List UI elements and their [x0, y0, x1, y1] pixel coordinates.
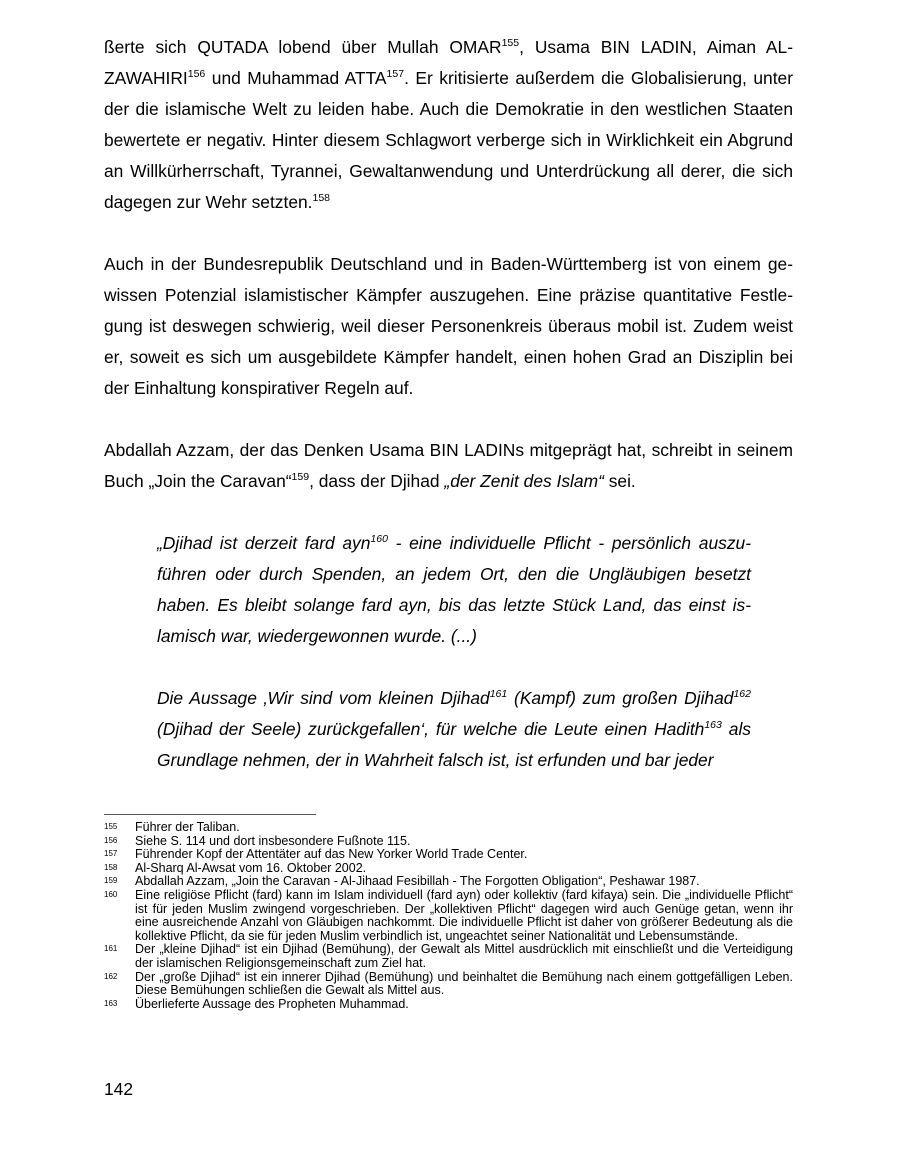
page-number: 142: [104, 1079, 134, 1099]
footnote-158: 158 Al-Sharq Al-Awsat vom 16. Oktober 2002.: [104, 860, 367, 875]
footnote-161: 161 Der „kleine Djihad“ ist ein Djihad (Bemühung), der Gewalt als Mittel ausdrücklich mit einschließt und die Verteidigung der islamischen Religionsgemeinschaft zum Ziel hat.: [104, 942, 793, 970]
footnote-155: 155 Führer der Taliban.: [104, 820, 240, 834]
footnote-ref-159[interactable]: 159: [291, 471, 310, 483]
footnote-160: 160 Eine religiöse Pflicht (fard) kann im Islam individuell (fard ayn) oder kollektiv (fard kifaya) sein. Die „individuelle Pflicht“ ist für jeden Muslim zwingend vorgeschrieben. Der „kollektiven Pflicht“ dagegen wird auch Genüge getan, wenn ihr eine ausreichende Anzahl von Gläubigen nachkommt. Die individuelle Pflicht ist daher von größerer Bedeutung als die kollektive Pflicht, da sie für jeden Muslim verbindlich ist, ungeachtet seiner Nationalität und Lebensumstände.: [104, 887, 793, 943]
footnotes: [104, 821, 793, 1011]
body-text: [104, 32, 793, 776]
footnote-ref-157[interactable]: 157: [386, 68, 405, 80]
footnote-ref-161[interactable]: 161: [489, 688, 508, 700]
footnote-ref-163[interactable]: 163: [704, 719, 722, 731]
footnote-ref-156[interactable]: 156: [187, 68, 206, 80]
footnote-163: 163 Überlieferte Aussage des Propheten Muhammad.: [104, 996, 409, 1011]
footnote-159: 159 Abdallah Azzam, „Join the Caravan - Al-Jihaad Fesibillah - The Forgotten Obligation“, Peshawar 1987.: [104, 874, 700, 889]
paragraph-2: Auch in der Bundesrepublik Deutschland und in Baden-Württemberg ist von einem gewissen Potenzial islamistischer Kämpfer auszugehen. Eine präzise quantitative Festlegung ist deswegen schwierig, weil dieser Personenkreis überaus mobil ist. Zudem weist er, soweit es sich um ausgebildete Kämpfer handelt, einen hohen Grad an Disziplin bei der Einhaltung konspirativer Regeln auf.: [104, 254, 793, 398]
paragraph-1: ßerte sich QUTADA lobend über Mullah OMAR$^{155}$, Usama BIN LADIN, Aiman AL-ZAWAHIRI$^{156}$ und Muhammad ATTA$^{157}$. Er kritisierte außerdem die Globalisierung, unter der die islamische Welt zu leiden habe. Auch die Demokratie in den westlichen Staaten bewertete er negativ. Hinter diesem Schlagwort verberge sich in Wirklichkeit ein Abgrund an Willkürherrschaft, Tyrannei, Gewaltanwendung und Unterdrückung all derer, die sich dagegen zur Wehr setzten.$^{158}$: [104, 37, 793, 212]
footnote-162: 162 Der „große Djihad“ ist ein innerer Djihad (Bemühung) und beinhaltet die Bemühung nach einem gottgefälligen Leben. Diese Bemühungen schließen die Gewalt als Mittel aus.: [104, 969, 793, 998]
block-quote-2: Die Aussage ‚Wir sind vom kleinen Djihad$^{161}$ (Kampf) zum großen Djihad$^{162}$ (Djihad der Seele) zurückgefallen‘, für welche die Leute einen Hadith$^{163}$ als Grundlage nehmen, der in Wahrheit falsch ist, ist erfunden und bar jeder: [157, 688, 751, 770]
footnote-157: 157 Führender Kopf der Attentäter auf das New Yorker World Trade Center.: [104, 847, 528, 862]
emphasis-quote: „der Zenit des Islam“: [444, 471, 604, 491]
footnote-ref-155[interactable]: 155: [501, 37, 520, 49]
footnote-divider: [104, 814, 316, 815]
footnote-ref-160[interactable]: 160: [370, 533, 388, 545]
footnote-ref-158[interactable]: 158: [312, 192, 331, 204]
footnote-156: 156 Siehe S. 114 und dort insbesondere Fußnote 115.: [104, 833, 411, 848]
block-quote-1: „Djihad ist derzeit fard ayn$^{160}$ - eine individuelle Pflicht - persönlich auszuführen oder durch Spenden, an jedem Ort, den die Ungläubigen besetzt haben. Es bleibt solange fard ayn, bis das letzte Stück Land, das einst islamisch war, wiedergewonnen wurde. (...): [157, 533, 751, 646]
paragraph-3: Abdallah Azzam, der das Denken Usama BIN LADINs mitgeprägt hat, schreibt in seinem Buch „Join the Caravan“$^{159}$, dass der Djihad „der Zenit des Islam“ sei.: [104, 440, 793, 491]
footnote-ref-162[interactable]: 162: [733, 688, 751, 700]
